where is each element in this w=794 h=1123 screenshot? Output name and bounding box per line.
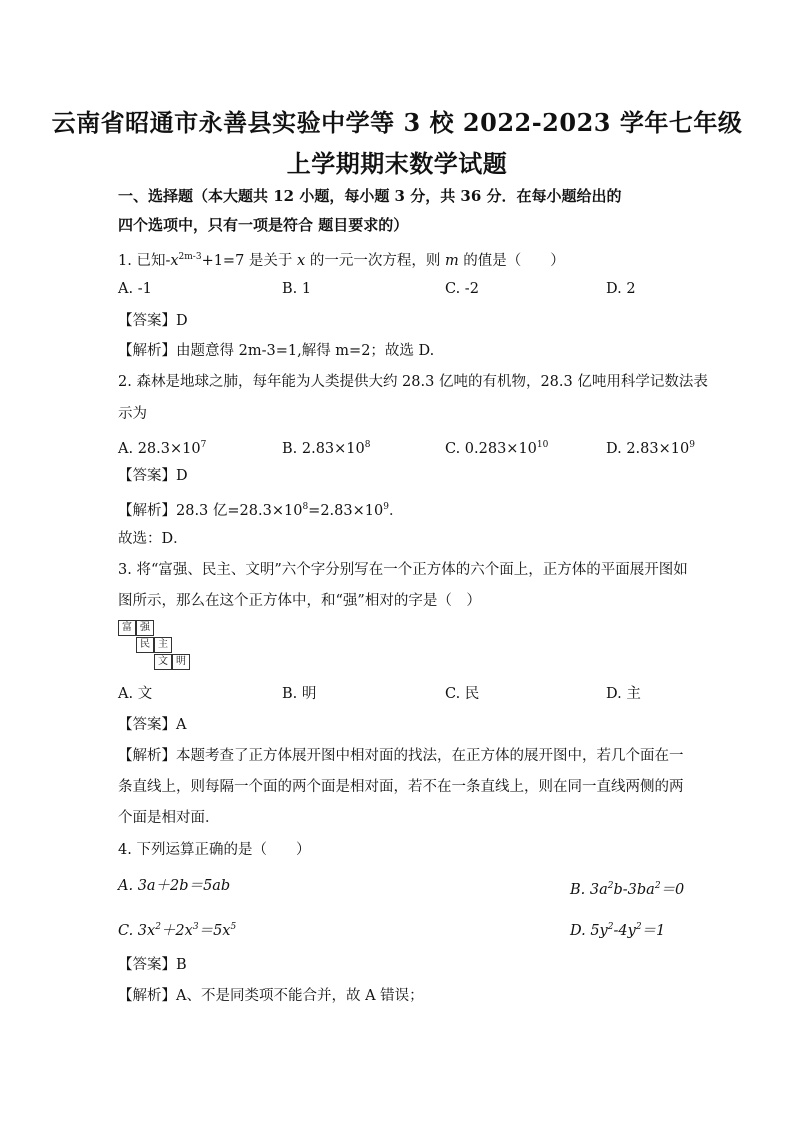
question-4-stem: 4. 下列运算正确的是（ ）: [118, 842, 311, 858]
question-1-stem: 1. 已知$-x^{2m-3}+1=7$ 是关于 x 的一元一次方程，则 m 的值是（ ）: [118, 252, 565, 269]
question-4-analysis: 【解析】A、不是同类项不能合并，故 A 错误；: [118, 988, 424, 1004]
question-2-answer: 【答案】D: [118, 468, 188, 484]
question-2-option-a: A. $28.3\times 10^7$: [118, 440, 207, 457]
cube-net-figure: [118, 620, 194, 674]
question-3-option-b: B. 明: [282, 686, 317, 702]
page-title-line1: 云南省昭通市永善县实验中学等 3 校 2022-2023 学年七年级: [51, 108, 743, 137]
question-1-analysis: 【解析】由题意得 2m-3=1,解得 m=2；故选 D.: [118, 343, 435, 359]
question-3-option-a: A. 文: [118, 686, 153, 702]
net-cell-zhu: 主: [154, 637, 172, 653]
question-1-answer: 【答案】D: [118, 313, 188, 329]
question-4-option-c: C. $3x^2+2x^3=5x^5$: [118, 922, 237, 939]
page-title-line2: 上学期期末数学试题: [286, 149, 508, 178]
question-3-analysis-line3: 个面是相对面．: [118, 810, 220, 826]
question-3-option-d: D. 主: [606, 686, 641, 702]
question-1-option-c: C. -2: [445, 281, 479, 297]
section-heading-line2: 四个选项中，只有一项是符合 题目要求的）: [118, 216, 409, 234]
question-2-option-c: C. $0.283\times 10^{10}$: [445, 440, 549, 457]
question-1-option-d: D. 2: [606, 281, 636, 297]
question-4-option-a: A. 3a＋2b＝5ab: [118, 878, 231, 894]
question-1-option-a: A. -1: [118, 281, 152, 297]
net-cell-min: 民: [136, 637, 154, 653]
question-4-option-d: D. $5y^2-4y^2=1$: [570, 922, 666, 939]
question-2-stem-line2: 示为: [118, 406, 147, 422]
net-cell-fu: 富: [118, 620, 136, 636]
net-cell-qiang: 强: [136, 620, 154, 636]
question-2-stem-line1: 2. 森林是地球之肺，每年能为人类提供大约 28.3 亿吨的有机物，28.3 亿吨用科学记数法表: [118, 374, 708, 390]
question-2-analysis: 【解析】28.3 亿$=28.3\times 10^8=2.83\times 10^9$．: [118, 502, 404, 519]
question-1-option-b: B. 1: [282, 281, 312, 297]
question-3-option-c: C. 民: [445, 686, 480, 702]
net-cell-ming: 明: [172, 654, 190, 670]
question-4-option-b: B. $3a^2b-3ba^2=0$: [570, 881, 685, 898]
question-3-stem-line1: 3. 将“富强、民主、文明”六个字分别写在一个正方体的六个面上，正方体的平面展开图如: [118, 562, 688, 578]
net-cell-wen: 文: [154, 654, 172, 670]
question-3-analysis-line2: 条直线上，则每隔一个面的两个面是相对面，若不在一条直线上，则在同一直线两侧的两: [118, 779, 684, 795]
question-3-analysis-line1: 【解析】本题考查了正方体展开图中相对面的找法，在正方体的展开图中，若几个面在一: [118, 748, 684, 764]
section-heading-line1: 一、选择题（本大题共 12 小题，每小题 3 分，共 36 分．在每小题给出的: [118, 187, 622, 205]
question-2-option-d: D. $2.83\times 10^9$: [606, 440, 695, 457]
question-2-option-b: B. $2.83\times 10^8$: [282, 440, 371, 457]
question-2-conclusion: 故选：D．: [118, 531, 188, 547]
question-4-answer: 【答案】B: [118, 957, 187, 973]
question-3-answer: 【答案】A: [118, 717, 187, 733]
question-3-stem-line2: 图所示，那么在这个正方体中，和“强”相对的字是（ ）: [118, 593, 481, 609]
